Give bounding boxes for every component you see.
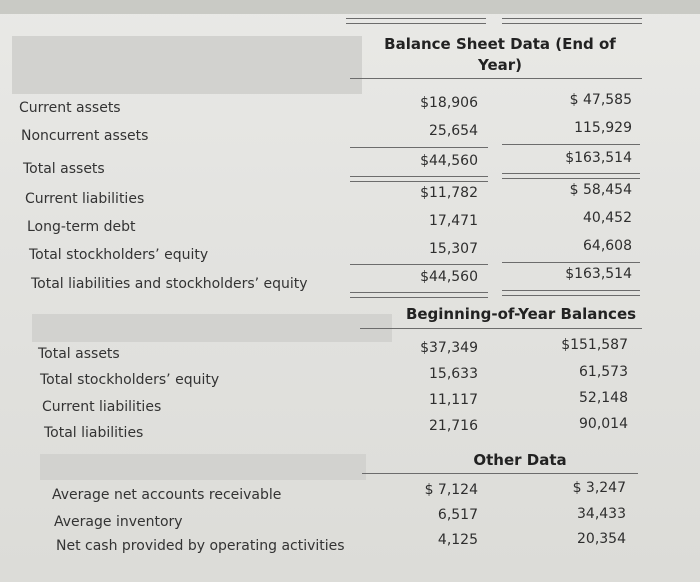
header-bottom-rule: [350, 78, 642, 79]
total-rule-col1: [350, 292, 488, 298]
row-value-col1: $37,349: [420, 340, 478, 356]
row-value-col2: 34,433: [577, 506, 626, 522]
row-value-col2: 90,014: [579, 416, 628, 432]
row-value-col1: 6,517: [437, 507, 478, 523]
header-top-rule-col2: [502, 18, 642, 24]
total-rule-col2: [502, 290, 640, 296]
row-value-col1: 15,633: [429, 366, 478, 382]
row-label: Average net accounts receivable: [52, 487, 282, 503]
row-value-col2: $ 47,585: [569, 92, 632, 108]
row-value-col1: 21,716: [429, 418, 478, 434]
subtotal-rule-col1: [350, 147, 488, 148]
row-value-col2: 115,929: [574, 120, 632, 136]
other-data-band: [40, 454, 366, 480]
row-label: Total assets: [23, 161, 105, 177]
row-label: Total stockholders’ equity: [29, 247, 209, 263]
row-value-col1: $ 7,124: [424, 482, 478, 498]
row-label: Total assets: [38, 346, 120, 362]
row-value-col1: 4,125: [437, 532, 478, 548]
row-label: Net cash provided by operating activities: [56, 538, 345, 554]
total-rule-col2: [502, 173, 640, 179]
row-label: Noncurrent assets: [21, 128, 149, 144]
total-rule-col1: [350, 176, 488, 182]
beginning-header-rule: [360, 328, 642, 329]
row-value-col2: 20,354: [577, 531, 626, 547]
row-label: Long-term debt: [27, 219, 136, 235]
row-value-col2: 40,452: [583, 210, 632, 226]
beginning-balances-band: [32, 314, 392, 342]
row-value-col1: $11,782: [420, 185, 478, 201]
row-value-col2: 61,573: [579, 364, 628, 380]
subtotal-rule-col2: [502, 262, 640, 263]
row-label: Current liabilities: [42, 399, 162, 415]
row-label: Average inventory: [54, 514, 183, 530]
row-value-col2: $151,587: [561, 337, 628, 353]
row-label: Total stockholders’ equity: [40, 372, 220, 388]
row-value-col2: 64,608: [583, 238, 632, 254]
row-value-col1: 15,307: [429, 241, 478, 257]
header-top-rule-col1: [346, 18, 486, 24]
row-value-col1: 11,117: [429, 392, 478, 408]
row-label: Total liabilities and stockholders’ equity: [31, 276, 308, 292]
row-value-col2: 52,148: [579, 390, 628, 406]
subtotal-rule-col1: [350, 264, 488, 265]
row-value-col2: $ 58,454: [569, 182, 632, 198]
top-edge: [0, 0, 700, 14]
row-label: Current assets: [19, 100, 121, 116]
row-value-col1: $44,560: [420, 153, 478, 169]
balance-sheet-header-band: [12, 36, 362, 94]
subtotal-rule-col2: [502, 144, 640, 145]
row-value-col2: $163,514: [565, 150, 632, 166]
row-value-col1: $18,906: [420, 95, 478, 111]
other-data-header-rule: [362, 473, 638, 474]
row-value-col1: $44,560: [420, 269, 478, 285]
row-value-col2: $ 3,247: [572, 480, 626, 496]
row-label: Total liabilities: [44, 425, 144, 441]
row-value-col1: 25,654: [429, 123, 478, 139]
other-data-header: Other Data: [473, 451, 567, 469]
row-value-col1: 17,471: [429, 213, 478, 229]
row-label: Current liabilities: [25, 191, 145, 207]
balance-sheet-header: Balance Sheet Data (End of Year): [384, 35, 616, 74]
row-value-col2: $163,514: [565, 266, 632, 282]
beginning-balances-header: Beginning-of-Year Balances: [405, 305, 637, 323]
